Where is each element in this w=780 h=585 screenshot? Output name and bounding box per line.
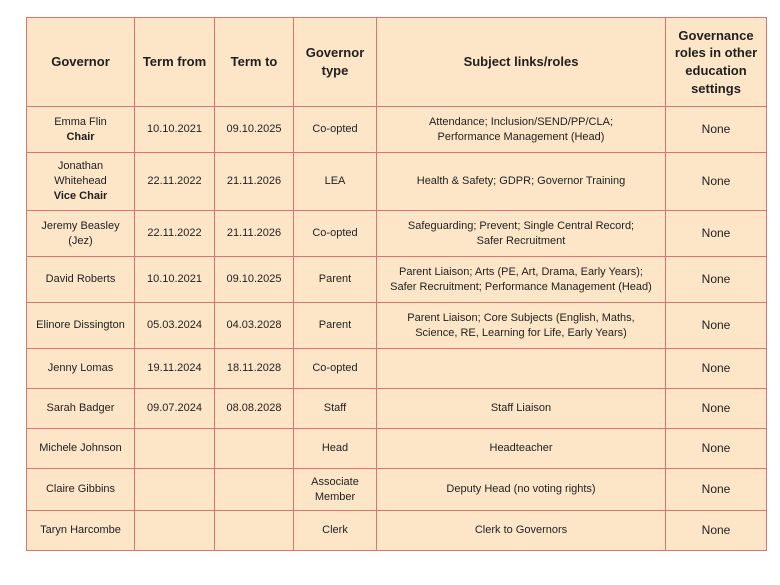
governor-name: Emma Flin	[54, 115, 107, 128]
term-from-cell: 19.11.2024	[135, 349, 215, 389]
subject-links-line: Parent Liaison; Arts (PE, Art, Drama, Early Years);	[399, 265, 643, 278]
header-governor: Governor	[27, 18, 135, 107]
subject-links-cell	[377, 303, 666, 349]
term-from-cell: 05.03.2024	[135, 303, 215, 349]
subject-links-cell	[377, 429, 666, 469]
governor-type-cell: LEA	[294, 153, 377, 211]
term-from-cell	[135, 469, 215, 511]
governor-name: Claire Gibbins	[45, 483, 116, 496]
governor-type-cell: Clerk	[294, 511, 377, 551]
term-to-cell: 09.10.2025	[215, 257, 294, 303]
governor-type-cell: Parent	[294, 303, 377, 349]
governor-name: David Roberts	[45, 273, 116, 286]
term-to-cell: 21.11.2026	[215, 211, 294, 257]
other-roles-cell: None	[666, 257, 767, 303]
governor-type-cell: Associate Member	[294, 469, 377, 511]
term-from-cell	[135, 429, 215, 469]
subject-links-line: Attendance; Inclusion/SEND/PP/CLA;	[428, 115, 614, 128]
other-roles-cell: None	[666, 389, 767, 429]
table-header	[27, 18, 767, 107]
subject-links-cell	[377, 349, 666, 389]
governor-name: Michele Johnson	[39, 442, 122, 455]
other-roles-cell: None	[666, 107, 767, 153]
term-to-cell: 21.11.2026	[215, 153, 294, 211]
other-roles-cell: None	[666, 511, 767, 551]
table-body	[27, 107, 767, 551]
subject-links-line: Safer Recruitment	[476, 234, 566, 247]
term-from-cell: 10.10.2021	[135, 107, 215, 153]
governor-cell	[27, 469, 135, 511]
term-to-cell: 18.11.2028	[215, 349, 294, 389]
table-row	[27, 469, 767, 511]
governor-cell	[27, 511, 135, 551]
subject-links-cell	[377, 469, 666, 511]
subject-links-cell	[377, 153, 666, 211]
subject-links-cell	[377, 511, 666, 551]
governors-table	[26, 17, 767, 551]
governor-type-cell: Co-opted	[294, 349, 377, 389]
header-row	[27, 18, 767, 107]
term-to-cell	[215, 469, 294, 511]
governor-title: Chair	[66, 130, 95, 143]
term-to-cell	[215, 429, 294, 469]
table-row	[27, 389, 767, 429]
governor-name: Jeremy Beasley (Jez)	[41, 219, 120, 247]
other-roles-cell: None	[666, 349, 767, 389]
table-row	[27, 153, 767, 211]
table-row	[27, 257, 767, 303]
governor-name: Elinore Dissington	[36, 319, 125, 332]
other-roles-cell: None	[666, 303, 767, 349]
subject-links-line: Staff Liaison	[490, 402, 552, 415]
table-row	[27, 211, 767, 257]
header-subject-links: Subject links/roles	[377, 18, 666, 107]
subject-links-line: Clerk to Governors	[474, 524, 568, 537]
header-other-roles: Governance roles in other education settings	[666, 18, 767, 107]
table-row	[27, 303, 767, 349]
other-roles-cell: None	[666, 211, 767, 257]
subject-links-cell	[377, 257, 666, 303]
governor-cell	[27, 257, 135, 303]
table-row	[27, 107, 767, 153]
term-from-cell: 22.11.2022	[135, 211, 215, 257]
term-to-cell: 09.10.2025	[215, 107, 294, 153]
governor-cell	[27, 349, 135, 389]
subject-links-cell	[377, 211, 666, 257]
governor-cell	[27, 153, 135, 211]
governor-type-cell: Parent	[294, 257, 377, 303]
governor-type-cell: Co-opted	[294, 211, 377, 257]
header-term-to: Term to	[215, 18, 294, 107]
governor-type-cell: Staff	[294, 389, 377, 429]
other-roles-cell: None	[666, 429, 767, 469]
subject-links-line: Science, RE, Learning for Life, Early Years)	[415, 326, 627, 339]
governor-cell	[27, 107, 135, 153]
term-from-cell: 09.07.2024	[135, 389, 215, 429]
governor-name: Sarah Badger	[46, 402, 115, 415]
subject-links-line: Safeguarding; Prevent; Single Central Record;	[407, 219, 635, 232]
subject-links-line: Health & Safety; GDPR; Governor Training	[416, 175, 626, 188]
governor-title: Vice Chair	[53, 189, 108, 202]
term-to-cell: 04.03.2028	[215, 303, 294, 349]
term-from-cell: 22.11.2022	[135, 153, 215, 211]
term-from-cell	[135, 511, 215, 551]
term-to-cell	[215, 511, 294, 551]
subject-links-line: Safer Recruitment; Performance Management (Head)	[390, 280, 652, 293]
subject-links-cell	[377, 107, 666, 153]
subject-links-line: Deputy Head (no voting rights)	[446, 483, 596, 496]
term-from-cell: 10.10.2021	[135, 257, 215, 303]
other-roles-cell: None	[666, 153, 767, 211]
other-roles-cell: None	[666, 469, 767, 511]
term-to-cell: 08.08.2028	[215, 389, 294, 429]
governor-type-cell: Co-opted	[294, 107, 377, 153]
governor-cell	[27, 429, 135, 469]
header-governor-type: Governor type	[294, 18, 377, 107]
governor-cell	[27, 389, 135, 429]
subject-links-cell	[377, 389, 666, 429]
governor-cell	[27, 303, 135, 349]
table-row	[27, 429, 767, 469]
header-term-from: Term from	[135, 18, 215, 107]
governor-name: Taryn Harcombe	[40, 524, 121, 537]
table-row	[27, 511, 767, 551]
governor-name: Jenny Lomas	[47, 362, 114, 375]
subject-links-line: Parent Liaison; Core Subjects (English, Maths,	[407, 311, 635, 324]
subject-links-line: Performance Management (Head)	[437, 130, 605, 143]
subject-links-line: Headteacher	[489, 442, 553, 455]
table-row	[27, 349, 767, 389]
governor-name: Jonathan Whitehead	[54, 160, 107, 188]
governor-cell	[27, 211, 135, 257]
governor-type-cell: Head	[294, 429, 377, 469]
